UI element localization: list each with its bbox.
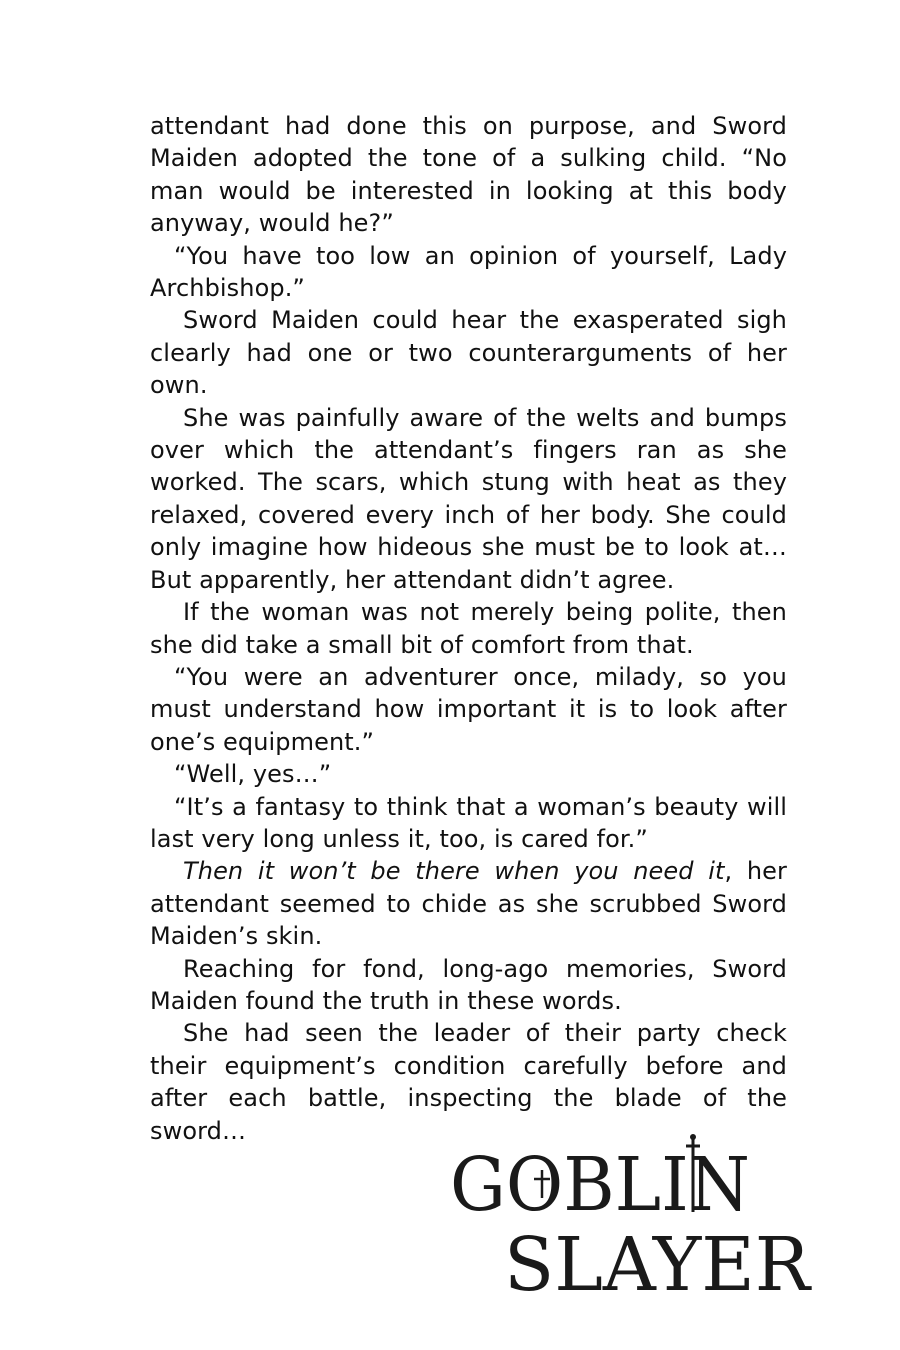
paragraph-8: “It’s a fantasy to think that a woman’s beauty will last very long unless it, too, is cared for.” [150,792,787,853]
paragraph-1: attendant had done this on purpose, and Sword Maiden adopted the tone of a sulking child. “No man would be interested in looking at this body anyway, would he?” [150,112,787,238]
paragraph-9-italic: Then it won’t be there when you need it [183,857,725,886]
paragraph-2: “You have too low an opinion of yourself, Lady Archbishop.” [150,241,787,303]
paragraph-5: If the woman was not merely being polite, then she did take a small bit of comfort from that. [150,598,787,659]
paragraph-3: Sword Maiden could hear the exasperated sigh clearly had one or two counterarguments of her own. [150,306,787,400]
paragraph-4: She was painfully aware of the welts and bumps over which the attendant’s fingers ran as she worked. The scars, which stung with heat as they relaxed, covered every inch of her body. She could only imagine how hideous she must be to look at… But apparently, her attendant didn’t agree. [150,403,787,594]
paragraph-7: “Well, yes…” [174,760,332,789]
logo-line-2: SLAYER [504,1222,813,1297]
paragraph-10: Reaching for fond, long-ago memories, Sword Maiden found the truth in these words. [150,954,787,1015]
paragraph-11: She had seen the leader of their party check their equipment’s condition carefully before and after each battle, inspecting the blade of the sword… [150,1019,787,1145]
page-body [150,110,787,1147]
paragraph-9-rest: , her attendant seemed to chide as she scrubbed Sword Maiden’s skin. [150,857,787,951]
paragraph-9 [150,855,787,952]
goblin-slayer-logo [448,1132,820,1297]
paragraph-6: “You were an adventurer once, milady, so you must understand how important it is to look after one’s equipment.” [150,662,787,756]
logo-graphic [448,1132,820,1297]
logo-line-1: GOBLIN [450,1142,750,1228]
